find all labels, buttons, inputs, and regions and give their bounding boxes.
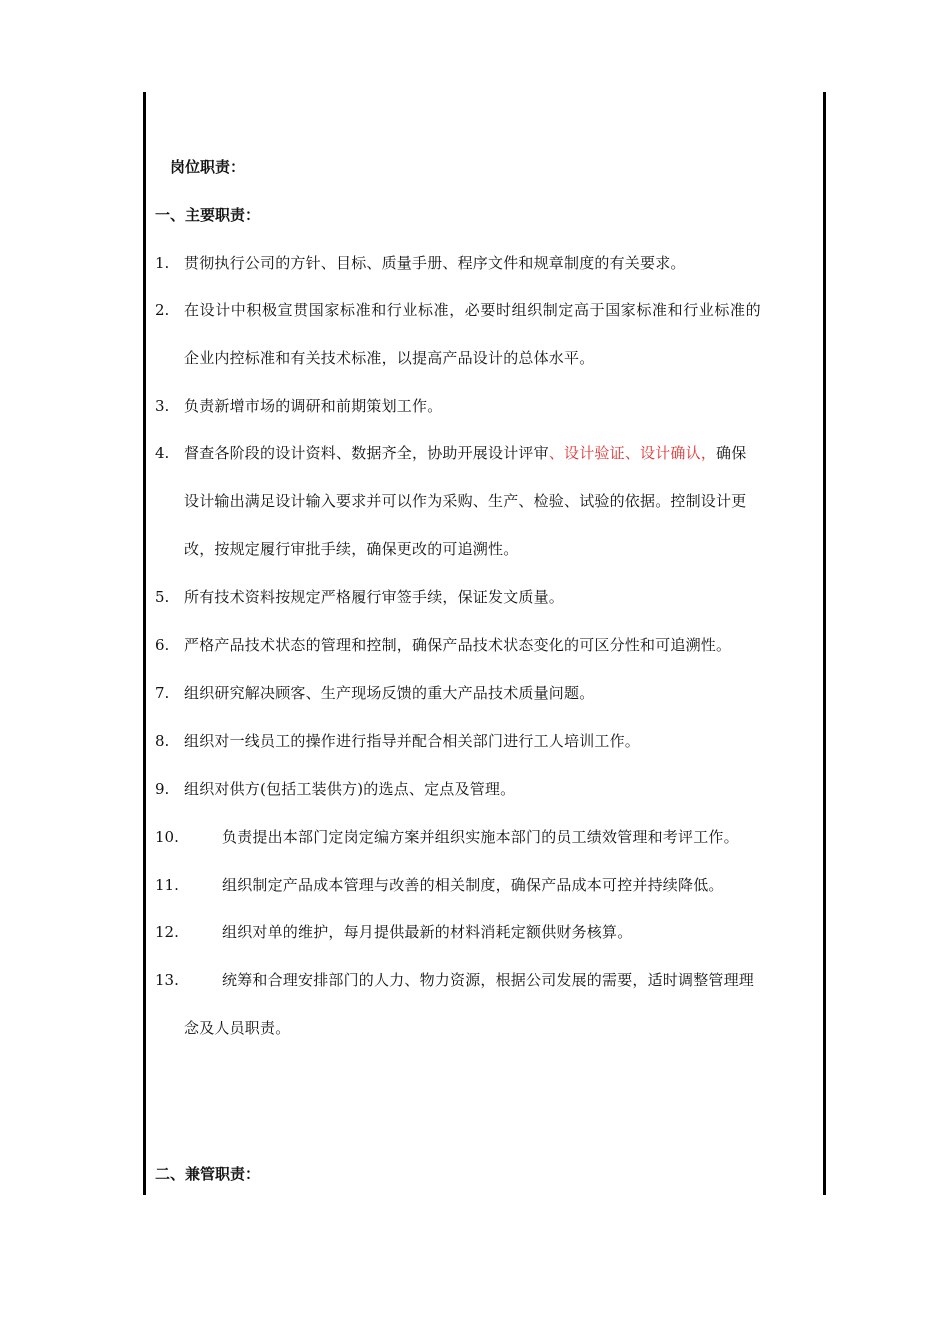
item-number: 8. — [155, 732, 170, 750]
item-text: 企业内控标准和有关技术标准，以提高产品设计的总体水平。 — [184, 349, 595, 367]
page-title: 岗位职责： — [170, 158, 246, 176]
item-number: 7. — [155, 684, 170, 702]
item-text: 统筹和合理安排部门的人力、物力资源，根据公司发展的需要，适时调整管理理 — [222, 971, 755, 989]
highlighted-text: 、设计验证、设计确认， — [548, 444, 717, 462]
item-number: 2. — [155, 301, 170, 319]
item-text: 贯彻执行公司的方针、目标、质量手册、程序文件和规章制度的有关要求。 — [184, 254, 686, 272]
item-number: 11. — [155, 876, 179, 894]
section-heading-main-duties: 一、主要职责： — [155, 206, 261, 224]
item-text: 设计输出满足设计输入要求并可以作为采购、生产、检验、试验的依据。控制设计更 — [184, 492, 747, 510]
item-text: 组织对供方(包括工装供方)的选点、定点及管理。 — [184, 780, 516, 798]
item-text: 确保 — [716, 444, 747, 462]
item-text: 负责提出本部门定岗定编方案并组织实施本部门的员工绩效管理和考评工作。 — [222, 828, 739, 846]
item-text: 组织对单的维护，每月提供最新的材料消耗定额供财务核算。 — [222, 923, 633, 941]
table-left-border — [143, 92, 146, 1195]
table-right-border — [823, 92, 826, 1195]
item-text: 负责新增市场的调研和前期策划工作。 — [184, 397, 443, 415]
item-number: 13. — [155, 971, 179, 989]
item-text-line — [184, 443, 746, 463]
item-text: 严格产品技术状态的管理和控制，确保产品技术状态变化的可区分性和可追溯性。 — [184, 636, 732, 654]
item-number: 10. — [155, 828, 179, 846]
item-number: 4. — [155, 444, 170, 462]
item-number: 6. — [155, 636, 170, 654]
item-text: 在设计中积极宣贯国家标准和行业标准，必要时组织制定高于国家标准和行业标准的 — [184, 301, 762, 319]
item-text: 所有技术资料按规定严格履行审签手续，保证发文质量。 — [184, 588, 565, 606]
item-text: 组织对一线员工的操作进行指导并配合相关部门进行工人培训工作。 — [184, 732, 641, 750]
item-number: 5. — [155, 588, 170, 606]
item-number: 3. — [155, 397, 170, 415]
item-text: 组织制定产品成本管理与改善的相关制度，确保产品成本可控并持续降低。 — [222, 876, 724, 894]
item-number: 12. — [155, 923, 179, 941]
item-text: 组织研究解决顾客、生产现场反馈的重大产品技术质量问题。 — [184, 684, 595, 702]
item-number: 9. — [155, 780, 170, 798]
item-text: 改，按规定履行审批手续，确保更改的可追溯性。 — [184, 540, 519, 558]
item-text: 念及人员职责。 — [184, 1019, 291, 1037]
item-text: 督查各阶段的设计资料、数据齐全，协助开展设计评审 — [184, 444, 549, 462]
item-number: 1. — [155, 254, 170, 272]
section-heading-additional-duties: 二、兼管职责： — [155, 1165, 261, 1183]
